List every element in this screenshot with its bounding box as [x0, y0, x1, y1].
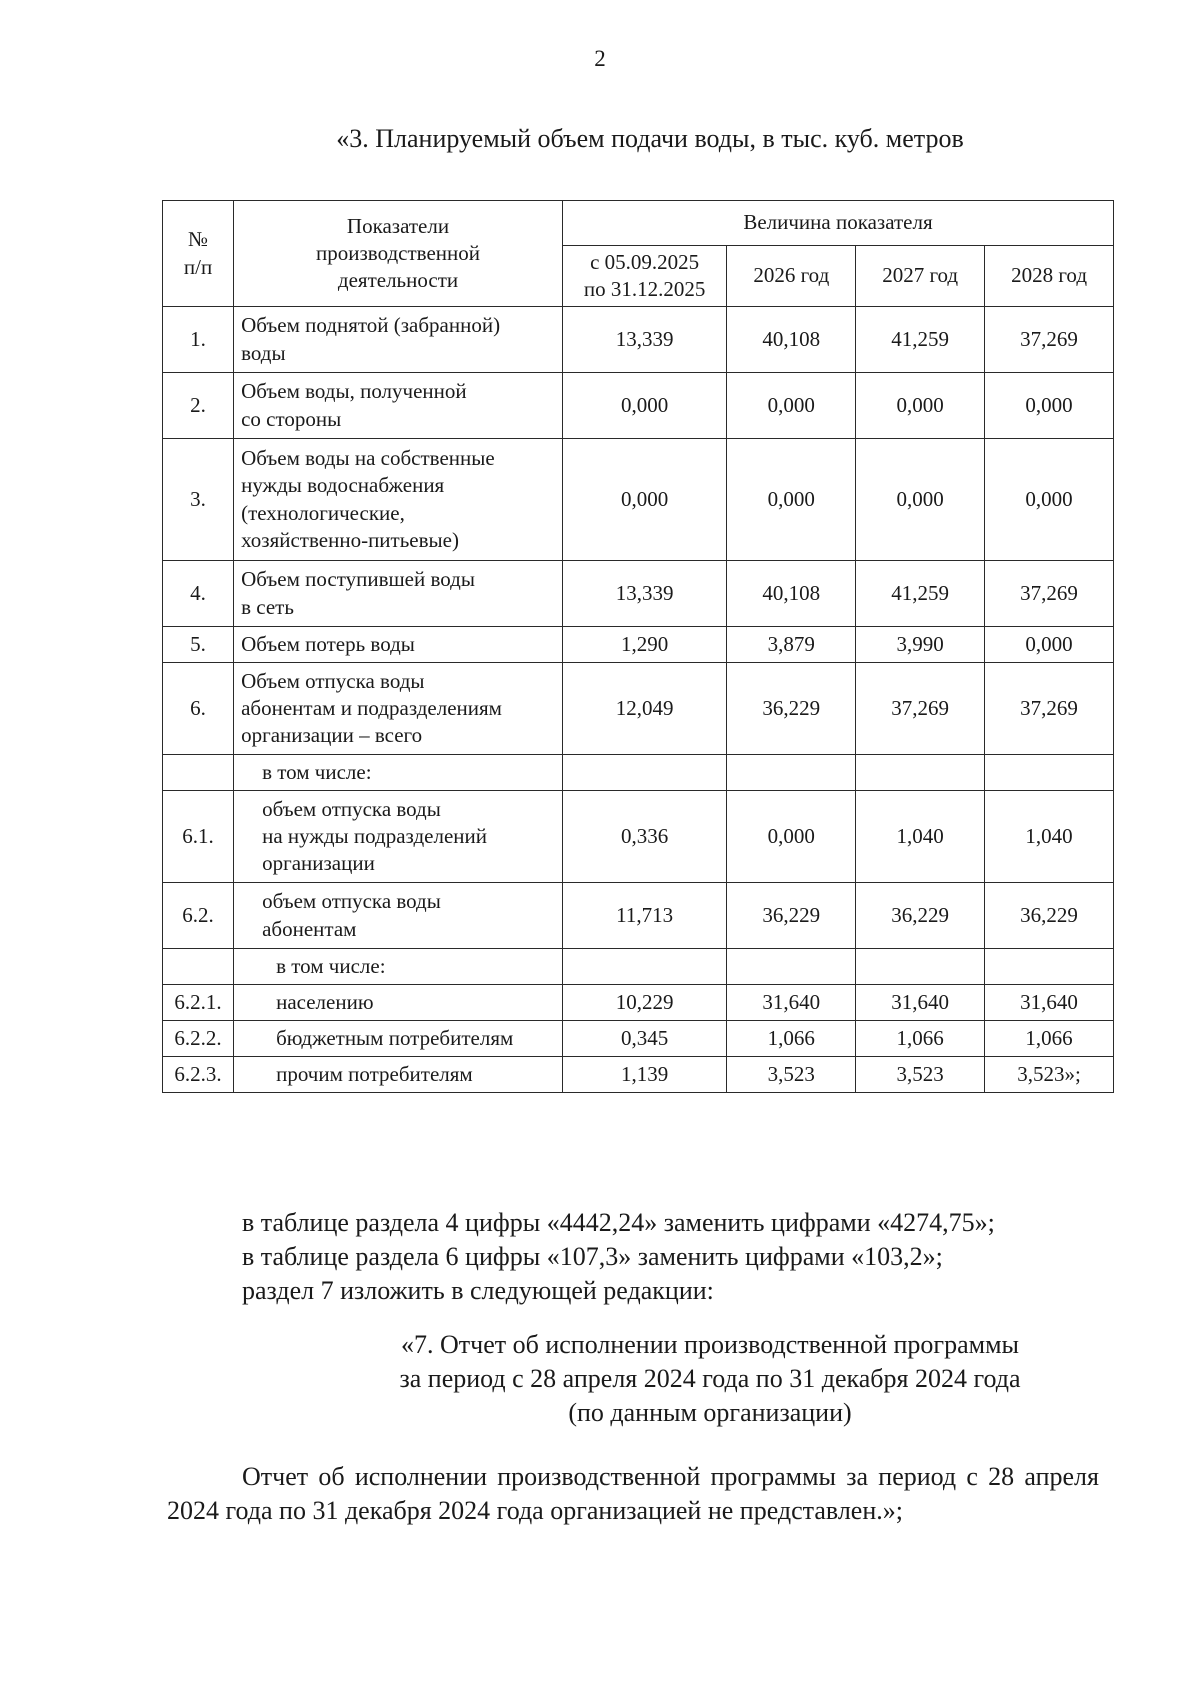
value-cell: 13,339 — [562, 561, 726, 627]
value-cell: 0,000 — [985, 439, 1114, 561]
value-cell: 0,000 — [727, 373, 856, 439]
row-label: объем отпуска воды на нужды подразделений организации — [234, 791, 563, 883]
value-cell: 0,000 — [727, 791, 856, 883]
row-number: 2. — [163, 373, 234, 439]
row-number: 6.2.1. — [163, 985, 234, 1021]
value-cell — [727, 949, 856, 985]
section-7-heading — [260, 1328, 1160, 1430]
row-number: 6.1. — [163, 791, 234, 883]
section-7-line: за период с 28 апреля 2024 года по 31 декабря 2024 года — [399, 1364, 1021, 1393]
value-cell: 36,229 — [727, 883, 856, 949]
value-cell: 3,990 — [856, 627, 985, 663]
table-row — [163, 949, 1114, 985]
amendments — [242, 1206, 1122, 1308]
table-row — [163, 985, 1114, 1021]
value-cell: 12,049 — [562, 663, 726, 755]
amendment-line: в таблице раздела 6 цифры «107,3» заменить цифрами «103,2»; — [242, 1242, 943, 1271]
value-cell — [856, 949, 985, 985]
table-header — [163, 201, 1114, 307]
section-title: «3. Планируемый объем подачи воды, в тыс. куб. метров — [336, 124, 964, 153]
row-number: 5. — [163, 627, 234, 663]
value-cell: 1,040 — [856, 791, 985, 883]
value-cell: 37,269 — [856, 663, 985, 755]
row-label: Объем потерь воды — [234, 627, 563, 663]
value-cell: 40,108 — [727, 307, 856, 373]
row-number: 6.2.2. — [163, 1021, 234, 1057]
value-cell: 37,269 — [985, 307, 1114, 373]
value-cell — [985, 755, 1114, 791]
value-cell: 37,269 — [985, 663, 1114, 755]
value-cell: 0,000 — [985, 627, 1114, 663]
value-cell: 3,523»; — [985, 1057, 1114, 1093]
value-cell: 13,339 — [562, 307, 726, 373]
table-row — [163, 561, 1114, 627]
value-cell: 0,000 — [562, 439, 726, 561]
row-label: бюджетным потребителям — [234, 1021, 563, 1057]
table-row — [163, 663, 1114, 755]
value-cell: 10,229 — [562, 985, 726, 1021]
value-cell: 37,269 — [985, 561, 1114, 627]
section-7-line: (по данным организации) — [568, 1398, 852, 1427]
value-cell: 31,640 — [727, 985, 856, 1021]
value-cell: 1,290 — [562, 627, 726, 663]
row-label: прочим потребителям — [234, 1057, 563, 1093]
value-cell: 31,640 — [985, 985, 1114, 1021]
value-cell: 1,040 — [985, 791, 1114, 883]
value-cell: 41,259 — [856, 307, 985, 373]
value-cell: 31,640 — [856, 985, 985, 1021]
section-7-line: «7. Отчет об исполнении производственной программы — [400, 1330, 1020, 1359]
row-label: в том числе: — [234, 755, 563, 791]
row-label: объем отпуска воды абонентам — [234, 883, 563, 949]
value-cell — [856, 755, 985, 791]
value-cell: 11,713 — [562, 883, 726, 949]
value-cell: 0,000 — [856, 439, 985, 561]
value-cell: 41,259 — [856, 561, 985, 627]
value-cell: 1,066 — [727, 1021, 856, 1057]
value-cell: 40,108 — [727, 561, 856, 627]
value-cell: 0,345 — [562, 1021, 726, 1057]
table-row — [163, 883, 1114, 949]
header-no: № п/п — [163, 201, 234, 307]
amendment-line: раздел 7 изложить в следующей редакции: — [242, 1276, 714, 1305]
table-row — [163, 373, 1114, 439]
value-cell: 3,523 — [727, 1057, 856, 1093]
value-cell: 3,879 — [727, 627, 856, 663]
row-number: 4. — [163, 561, 234, 627]
row-label: Объем поступившей воды в сеть — [234, 561, 563, 627]
value-cell: 3,523 — [856, 1057, 985, 1093]
value-cell — [562, 949, 726, 985]
header-period: 2027 год — [856, 246, 985, 307]
row-number: 6. — [163, 663, 234, 755]
value-cell: 36,229 — [727, 663, 856, 755]
amendment-line: в таблице раздела 4 цифры «4442,24» заменить цифрами «4274,75»; — [242, 1208, 995, 1237]
row-label: Объем воды на собственные нужды водоснабжения (технологические, хозяйственно-питьевые) — [234, 439, 563, 561]
row-label: Объем поднятой (забранной) воды — [234, 307, 563, 373]
value-cell — [562, 755, 726, 791]
table-row — [163, 1057, 1114, 1093]
value-cell — [727, 755, 856, 791]
header-period: с 05.09.2025 по 31.12.2025 — [562, 246, 726, 307]
table-row — [163, 755, 1114, 791]
value-cell: 1,066 — [856, 1021, 985, 1057]
row-number: 6.2. — [163, 883, 234, 949]
value-cell: 1,139 — [562, 1057, 726, 1093]
table-row — [163, 1021, 1114, 1057]
value-cell: 0,336 — [562, 791, 726, 883]
value-cell — [985, 949, 1114, 985]
value-cell: 1,066 — [985, 1021, 1114, 1057]
row-number: 3. — [163, 439, 234, 561]
row-label: Объем воды, полученной со стороны — [234, 373, 563, 439]
row-label: населению — [234, 985, 563, 1021]
water-supply-table — [162, 200, 1114, 1093]
report-paragraph: Отчет об исполнении производственной программы за период с 28 апреля 2024 года по 31 декабря 2024 года организацией не представлен.»; — [167, 1462, 1099, 1525]
value-cell: 0,000 — [562, 373, 726, 439]
header-period: 2028 год — [985, 246, 1114, 307]
value-cell: 0,000 — [985, 373, 1114, 439]
value-cell: 0,000 — [856, 373, 985, 439]
value-cell: 36,229 — [985, 883, 1114, 949]
value-cell: 0,000 — [727, 439, 856, 561]
row-number: 6.2.3. — [163, 1057, 234, 1093]
header-value-group: Величина показателя — [562, 201, 1113, 246]
row-label: в том числе: — [234, 949, 563, 985]
table-body — [163, 307, 1114, 1093]
row-label: Объем отпуска воды абонентам и подразделениям организации – всего — [234, 663, 563, 755]
table-row — [163, 627, 1114, 663]
page-number: 2 — [594, 46, 606, 71]
row-number — [163, 949, 234, 985]
table-row — [163, 307, 1114, 373]
row-number: 1. — [163, 307, 234, 373]
header-indicator: Показатели производственной деятельности — [234, 201, 563, 307]
value-cell: 36,229 — [856, 883, 985, 949]
row-number — [163, 755, 234, 791]
table-row — [163, 439, 1114, 561]
header-period: 2026 год — [727, 246, 856, 307]
table-row — [163, 791, 1114, 883]
